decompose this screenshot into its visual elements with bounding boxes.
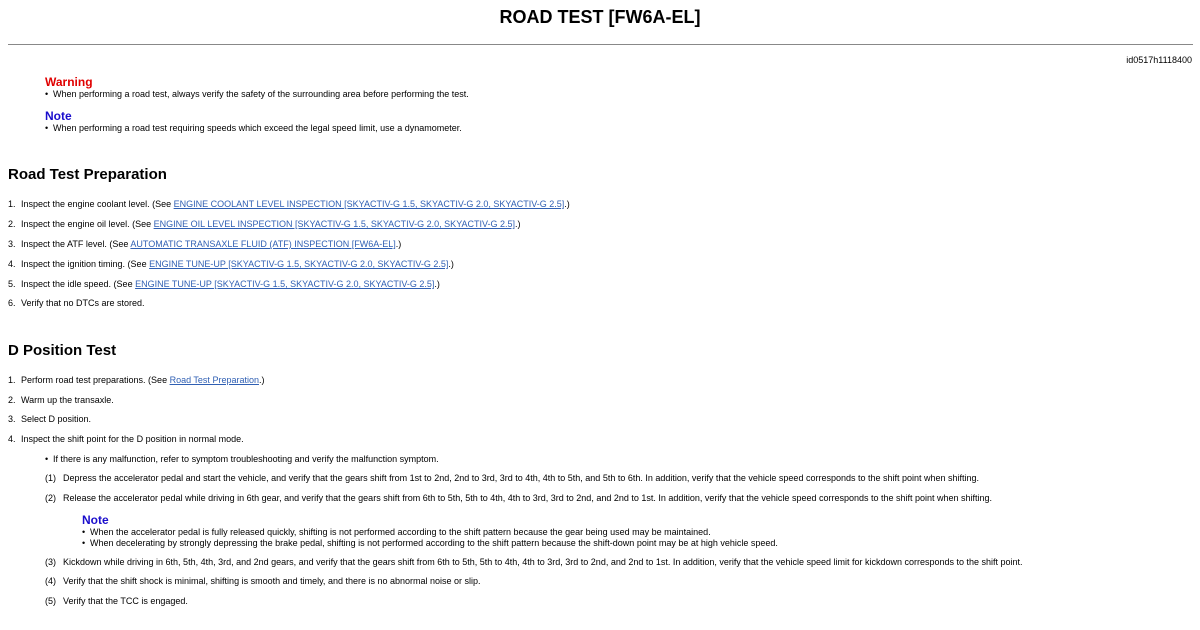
prep-step-6: 6. Verify that no DTCs are stored. (8, 298, 145, 308)
warning-text-line (45, 89, 469, 100)
dpos-note-line-1: • When the accelerator pedal is fully released quickly, shifting is not performed according to the shift pattern because the gear being used may be maintained. (82, 527, 711, 537)
prep-step-1: 1. Inspect the engine coolant level. (See ENGINE COOLANT LEVEL INSPECTION [SKYACTIV-G 1.5, SKYACTIV-G 2.0, SKYACTIV-G 2.5].) (8, 199, 570, 209)
link-engine-tune-up-idle[interactable]: ENGINE TUNE-UP [SKYACTIV-G 1.5, SKYACTIV-G 2.0, SKYACTIV-G 2.5] (135, 279, 435, 289)
warning-text: When performing a road test, always verify the safety of the surrounding area before performing the test. (53, 89, 469, 99)
page-title: ROAD TEST [FW6A-EL] (499, 7, 701, 27)
link-engine-oil-level-inspection[interactable]: ENGINE OIL LEVEL INSPECTION [SKYACTIV-G 1.5, SKYACTIV-G 2.0, SKYACTIV-G 2.5] (153, 219, 516, 229)
bullet-icon: • (45, 454, 49, 464)
dpos-substep-2: (2) Release the accelerator pedal while driving in 6th gear, and verify that the gears shift from 6th to 5th, 5th to 4th, 4th to 3rd, 3rd to 2nd, and 2nd to 1st. In addition, verify that the vehicle speed corresponds to the shift point when shifting. (45, 493, 993, 503)
note-label: Note (45, 109, 72, 123)
warning-callout (45, 76, 469, 100)
dpos-note-line-2: • When decelerating by strongly depressing the brake pedal, shifting is not performed according to the shift pattern because the shift-down point may be at high vehicle speed. (82, 538, 778, 548)
warning-label: Warning (45, 75, 93, 89)
bullet-icon: • (82, 538, 86, 548)
bullet-icon: • (45, 123, 49, 133)
title-divider (8, 44, 1193, 45)
dpos-note-label: Note (82, 513, 109, 527)
note-callout (45, 110, 462, 134)
dpos-step-2: 2. Warm up the transaxle. (8, 395, 114, 405)
section-heading-road-test-preparation: Road Test Preparation (8, 166, 167, 183)
dpos-step-4: 4. Inspect the shift point for the D position in normal mode. (8, 434, 244, 444)
section-heading-d-position-test: D Position Test (8, 342, 117, 359)
prep-step-3: 3. Inspect the ATF level. (See AUTOMATIC TRANSAXLE FLUID (ATF) INSPECTION [FW6A-EL].) (8, 239, 402, 249)
dpos-substep-1: (1) Depress the accelerator pedal and start the vehicle, and verify that the gears shift from 1st to 2nd, 2nd to 3rd, 3rd to 4th, 4th to 5th, and 5th to 6th. In addition, verify that the vehicle speed corresponds to the shift point when shifting. (45, 473, 980, 483)
link-engine-tune-up[interactable]: ENGINE TUNE-UP [SKYACTIV-G 1.5, SKYACTIV-G 2.0, SKYACTIV-G 2.5] (149, 259, 449, 269)
note-text: When performing a road test requiring speeds which exceed the legal speed limit, use a dynamometer. (53, 123, 462, 133)
dpos-note-callout (82, 514, 778, 549)
link-atf-inspection[interactable]: AUTOMATIC TRANSAXLE FLUID (ATF) INSPECTION [FW6A-EL] (130, 239, 396, 249)
dpos-step-3: 3. Select D position. (8, 414, 92, 424)
prep-step-2: 2. Inspect the engine oil level. (See ENGINE OIL LEVEL INSPECTION [SKYACTIV-G 1.5, SKYACTIV-G 2.0, SKYACTIV-G 2.5].) (8, 219, 521, 229)
dpos-bullet: • If there is any malfunction, refer to symptom troubleshooting and verify the malfunction symptom. (45, 454, 439, 464)
link-engine-coolant-level-inspection[interactable]: ENGINE COOLANT LEVEL INSPECTION [SKYACTIV-G 1.5, SKYACTIV-G 2.0, SKYACTIV-G 2.5] (173, 199, 565, 209)
bullet-icon: • (45, 89, 49, 99)
dpos-step-1: 1. Perform road test preparations. (See Road Test Preparation.) (8, 375, 265, 385)
prep-step-5: 5. Inspect the idle speed. (See ENGINE TUNE-UP [SKYACTIV-G 1.5, SKYACTIV-G 2.0, SKYACTIV-G 2.5].) (8, 279, 440, 289)
dpos-substep-4: (4) Verify that the shift shock is minimal, shifting is smooth and timely, and there is no abnormal noise or slip. (45, 576, 481, 586)
link-road-test-preparation[interactable]: Road Test Preparation (169, 375, 259, 385)
prep-step-4: 4. Inspect the ignition timing. (See ENGINE TUNE-UP [SKYACTIV-G 1.5, SKYACTIV-G 2.0, SKYACTIV-G 2.5].) (8, 259, 454, 269)
bullet-icon: • (82, 527, 86, 537)
dpos-substep-3: (3) Kickdown while driving in 6th, 5th, 4th, 3rd, and 2nd gears, and verify that the gears shift from 6th to 5th, 5th to 4th, 4th to 3rd, 3rd to 2nd, and 2nd to 1st. In addition, verify that the vehicle speed limit for kickdown corresponds to the shift point. (45, 557, 1023, 567)
dpos-substep-5: (5) Verify that the TCC is engaged. (45, 596, 188, 606)
note-text-line (45, 123, 462, 134)
document-id: id0517h1118400 (1126, 55, 1192, 65)
